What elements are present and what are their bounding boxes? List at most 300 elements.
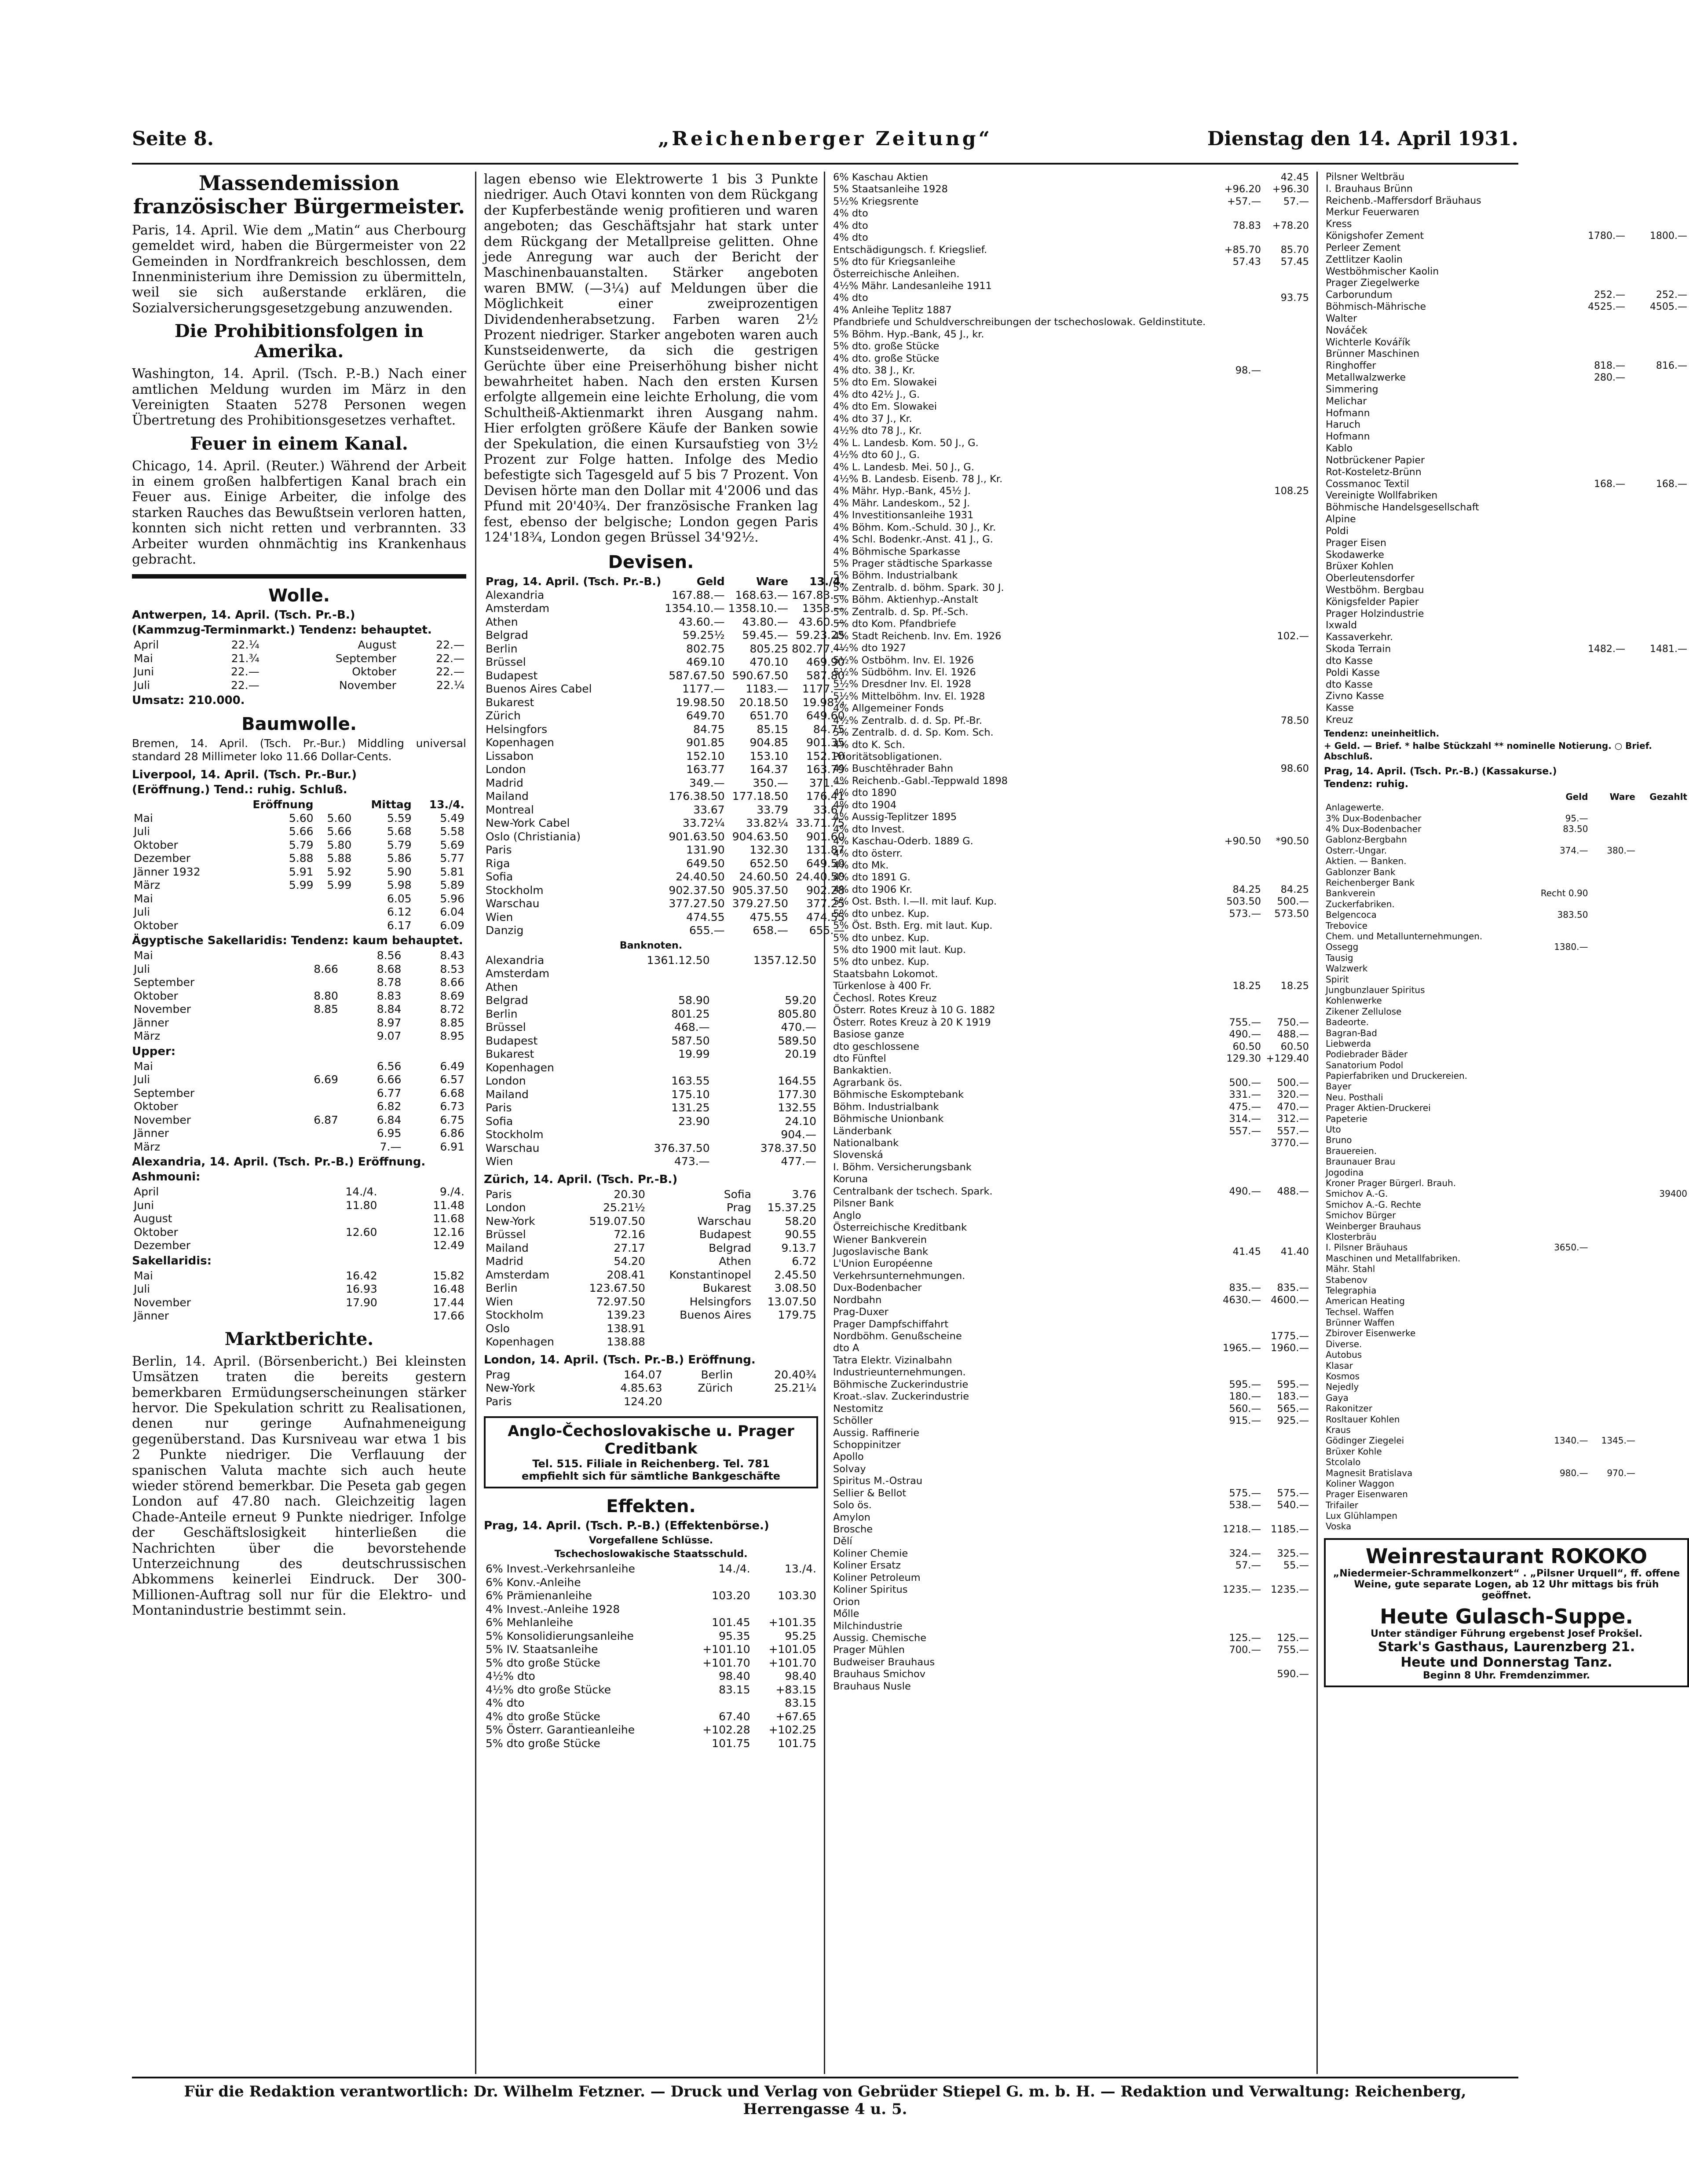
table-cell <box>681 1630 686 1643</box>
table-cell <box>1220 1681 1263 1693</box>
table-cell: 6% Konv.-Anleihe <box>486 1576 581 1589</box>
table-cell: 4% dto <box>833 292 868 304</box>
table-cell <box>681 1562 686 1576</box>
table-cell <box>1220 848 1263 860</box>
table-cell <box>1263 1572 1311 1584</box>
table-cell: 6.05 <box>387 892 412 905</box>
table-cell: 6.72 <box>792 1255 816 1268</box>
prague-cash-tendency: Tendenz: ruhig. <box>1324 778 1409 790</box>
table-cell <box>1220 1198 1263 1209</box>
table-cell <box>1637 1264 1689 1274</box>
table-row <box>484 682 846 696</box>
table-cell <box>291 1212 379 1226</box>
table-row <box>831 896 1311 908</box>
header-cell: Geld <box>696 575 725 588</box>
table-cell <box>1526 920 1590 931</box>
table-cell: 8.85 <box>314 1003 338 1016</box>
table-cell: 98.— <box>1235 365 1261 376</box>
table-row <box>484 1395 818 1409</box>
table-row <box>132 1127 466 1140</box>
table-cell: 164.37 <box>749 763 788 776</box>
table-row <box>1324 1317 1689 1328</box>
table-cell <box>600 1048 605 1061</box>
table-cell: 802.77.— <box>791 642 845 655</box>
table-cell: +102.25 <box>768 1723 816 1737</box>
table-cell: 98.40 <box>785 1670 816 1683</box>
table-cell <box>1220 172 1263 183</box>
table-cell: 475.55 <box>749 910 788 923</box>
table-cell: 84.25 <box>1280 883 1309 895</box>
table-row <box>831 678 1311 690</box>
table-cell <box>1565 278 1627 289</box>
table-row <box>484 1630 818 1643</box>
table-cell: 587.80 <box>806 669 845 682</box>
table-cell: 6.17 <box>387 919 412 932</box>
table-cell: 6.68 <box>440 1086 464 1099</box>
table-cell <box>1637 1038 1689 1049</box>
table-cell <box>1637 1392 1689 1403</box>
table-cell: Jungbunzlauer Spiritus <box>1326 984 1425 995</box>
table-cell: 83.50 <box>1563 824 1588 835</box>
table-cell: 5.69 <box>440 838 464 851</box>
table-row <box>132 949 466 963</box>
table-cell: Diverse. <box>1326 1338 1362 1349</box>
table-cell: 16.93 <box>346 1283 377 1296</box>
table-cell <box>1526 1081 1590 1092</box>
table-cell: 1183.— <box>746 682 788 696</box>
table-cell: Pilsner Bank <box>833 1198 894 1209</box>
table-cell: Rosltauer Kohlen <box>1326 1414 1400 1425</box>
table-cell: 376.37.50 <box>654 1141 710 1154</box>
table-cell: 131.87 <box>806 843 845 857</box>
table-cell <box>1263 667 1311 678</box>
table-row <box>1324 1446 1689 1457</box>
table-cell: 6.04 <box>440 905 464 919</box>
table-row <box>484 994 818 1008</box>
table-cell: 5% Prager städtische Sparkasse <box>833 558 992 569</box>
table-cell: 488.— <box>1277 1029 1309 1041</box>
headline-mayors: Massendemission französischer Bürgermeister. <box>133 171 465 218</box>
table-cell: Bankaktien. <box>833 1065 892 1077</box>
table-row <box>132 1087 466 1100</box>
table-cell: Oktober <box>134 919 178 932</box>
table-cell <box>1263 1065 1311 1077</box>
table-cell: August <box>358 638 397 652</box>
table-cell: 6.84 <box>377 1113 402 1126</box>
table-cell <box>1220 208 1263 220</box>
table-cell: Nordböhm. Genußscheine <box>833 1330 962 1342</box>
table-cell <box>1526 1253 1590 1264</box>
table-cell <box>712 967 818 981</box>
table-row <box>831 1029 1311 1041</box>
table-row <box>1324 1178 1689 1188</box>
table-row <box>831 1053 1311 1065</box>
table-cell: Bankverein <box>1326 888 1375 899</box>
table-row <box>831 1620 1311 1632</box>
section-wool: Wolle. <box>268 586 330 606</box>
upper-table <box>132 1060 466 1154</box>
inn-name: Stark's Gasthaus, Laurenzberg 21. <box>1378 1639 1635 1655</box>
table-row <box>831 1330 1311 1342</box>
table-cell <box>1526 1156 1590 1167</box>
table-cell <box>1590 1242 1637 1253</box>
table-cell: 176.41 <box>806 790 845 803</box>
table-cell: Buenos Aires Cabel <box>486 682 592 696</box>
table-cell <box>1590 1092 1637 1103</box>
table-cell: Bayer <box>1326 1081 1352 1092</box>
table-cell: 565.— <box>1277 1403 1309 1414</box>
table-cell: 5.66 <box>289 825 314 838</box>
table-cell <box>1526 1521 1590 1532</box>
table-row <box>831 1125 1311 1137</box>
table-row <box>1324 1221 1689 1231</box>
table-row <box>831 353 1311 365</box>
table-row <box>831 1282 1311 1294</box>
ad-footer: Beginn 8 Uhr. Fremdenzimmer. <box>1422 1670 1590 1681</box>
table-cell: Helsingfors <box>486 722 548 736</box>
table-row <box>1324 431 1689 443</box>
table-cell <box>315 905 354 919</box>
table-cell: Papeterie <box>1326 1113 1367 1124</box>
table-cell: Mai <box>134 949 153 962</box>
table-cell: 816.— <box>1656 360 1687 372</box>
table-cell <box>1526 1199 1590 1210</box>
table-row <box>132 919 466 933</box>
table-cell: 17.66 <box>433 1309 464 1323</box>
table-cell: Aktien. — Banken. <box>1326 856 1407 867</box>
table-cell: Entschädigungsch. f. Kriegslief. <box>833 244 987 256</box>
table-row <box>1324 1425 1689 1435</box>
table-cell: 5.96 <box>440 892 464 905</box>
table-row <box>484 1616 818 1630</box>
table-cell <box>1627 396 1689 408</box>
table-row <box>831 715 1311 727</box>
table-cell <box>1627 667 1689 679</box>
table-cell: Prag <box>486 1368 511 1381</box>
table-cell: Koruna <box>833 1173 868 1185</box>
table-cell <box>1590 802 1637 813</box>
table-row <box>831 509 1311 521</box>
table-row <box>484 1643 818 1656</box>
table-cell <box>1220 570 1263 582</box>
table-cell: 138.91 <box>607 1322 645 1335</box>
table-cell <box>600 1074 605 1088</box>
table-cell: Hofmann <box>1326 407 1370 419</box>
table-cell: Konstantinopel <box>669 1268 751 1281</box>
table-cell <box>1627 490 1689 502</box>
table-cell <box>1627 219 1689 231</box>
table-row <box>1324 1500 1689 1510</box>
table-cell <box>600 954 605 967</box>
table-cell: 4½% Mähr. Landesanleihe 1911 <box>833 280 992 292</box>
table-cell <box>1263 1162 1311 1173</box>
table-cell <box>1526 834 1590 845</box>
table-cell: 980.— <box>1559 1467 1588 1478</box>
table-cell <box>1526 1285 1590 1296</box>
table-row <box>831 691 1311 703</box>
table-row <box>1324 479 1689 491</box>
table-cell <box>1565 502 1627 514</box>
table-cell: 6.95 <box>377 1127 402 1140</box>
table-row <box>1324 348 1689 360</box>
table-cell: Oktober <box>134 838 178 851</box>
table-row <box>132 825 466 839</box>
article-mayors: Paris, 14. April. Wie dem „Matin“ aus Cherbourg gemeldet wird, haben die Bürgermeister von 22 Gemeinden in Nordfrankreich beschlossen, dem Innenministerium ihre Demission zu übermitteln, weil sie sich außerstande erklären, die Sozialversicherungsgesetzgebung anzuwenden. <box>132 222 466 316</box>
table-cell <box>1565 691 1627 703</box>
table-cell: L'Union Européenne <box>833 1258 933 1270</box>
wool-dateline: Antwerpen, 14. April. (Tsch. Pr.-B.) <box>132 608 355 622</box>
table-row <box>484 602 846 616</box>
table-cell <box>1637 1339 1689 1349</box>
table-row <box>484 897 846 911</box>
table-cell: 380.— <box>1607 845 1635 856</box>
article-prohibition: Washington, 14. April. (Tsch. P.-B.) Nach einer amtlichen Meldung wurden im März in den Vereinigten Staaten 5278 Personen wegen Übertretung des Prohibitionsgesetzes verhaftet. <box>132 366 466 429</box>
table-cell <box>1565 337 1627 349</box>
table-row <box>1324 888 1689 898</box>
table-cell: Zürich <box>698 1381 733 1395</box>
table-row <box>484 1562 818 1576</box>
table-row <box>1324 242 1689 254</box>
table-cell <box>1263 1319 1311 1330</box>
table-row <box>831 425 1311 437</box>
table-cell <box>1263 678 1311 690</box>
table-cell <box>1590 1178 1637 1188</box>
table-cell: 595.— <box>1229 1378 1261 1390</box>
table-cell: 8.97 <box>377 1016 402 1029</box>
table-cell: Mailand <box>486 1088 529 1101</box>
table-cell: 4% Dux-Bodenbacher <box>1326 824 1422 835</box>
table-cell: 475.— <box>1229 1101 1261 1113</box>
table-cell <box>1627 514 1689 526</box>
table-cell: Oktober <box>134 1100 178 1113</box>
table-cell: 649.50 <box>806 857 845 870</box>
table-cell: Montreal <box>486 803 534 816</box>
table-cell <box>1263 304 1311 316</box>
table-cell <box>1263 594 1311 606</box>
table-cell <box>1627 372 1689 384</box>
table-cell <box>282 1185 291 1199</box>
table-cell: 4% dto 42½ J., G. <box>833 388 920 400</box>
table-cell <box>1263 824 1311 835</box>
table-cell: 3650.— <box>1554 1242 1588 1253</box>
table-cell <box>1627 597 1689 608</box>
wool-turnover: Umsatz: 210.000. <box>132 694 245 707</box>
table-cell <box>1590 1135 1637 1145</box>
table-cell: 84.75 <box>813 722 845 736</box>
table-cell <box>600 1088 605 1102</box>
table-cell: Kreuz <box>1326 715 1353 726</box>
table-cell: Oktober <box>134 1225 178 1239</box>
table-cell <box>1263 316 1311 328</box>
table-cell: 78.50 <box>1280 715 1309 726</box>
table-cell: 125.— <box>1229 1632 1261 1644</box>
table-cell <box>1565 172 1627 183</box>
table-row <box>831 1258 1311 1270</box>
table-header <box>484 575 846 589</box>
table-cell <box>1637 1049 1689 1059</box>
table-cell <box>1627 561 1689 573</box>
table-cell: 4% Buschtěhrader Bahn <box>833 763 954 775</box>
table-cell: Zivno Kasse <box>1326 691 1384 702</box>
table-cell: Berlin <box>486 642 518 655</box>
table-cell: Kassaverkehr. <box>1326 632 1393 643</box>
table-cell <box>1220 678 1263 690</box>
table-cell <box>1565 538 1627 550</box>
table-cell: 3% Dux-Bodenbacher <box>1326 813 1422 824</box>
table-cell: 755.— <box>1229 1016 1261 1028</box>
table-cell: *90.50 <box>1276 835 1309 847</box>
table-row <box>831 703 1311 715</box>
table-row <box>1324 1188 1689 1199</box>
table-cell: 5% Böhm. Industrialbank <box>833 570 958 582</box>
table-row <box>831 1113 1311 1125</box>
table-row <box>831 1162 1311 1173</box>
restaurant-name: Weinrestaurant ROKOKO <box>1365 1544 1648 1568</box>
table-cell: 575.— <box>1277 1487 1309 1499</box>
table-cell: Skoda Terrain <box>1326 644 1391 655</box>
table-cell: Koliner Waggon <box>1326 1478 1395 1489</box>
table-cell <box>1590 888 1637 898</box>
table-cell: 4½% dto 60 J., G. <box>833 449 920 461</box>
table-cell: Centralbank der tschech. Spark. <box>833 1185 993 1197</box>
table-cell <box>1590 1199 1637 1210</box>
table-cell <box>1565 715 1627 726</box>
table-cell: 98.40 <box>719 1670 750 1683</box>
table-cell <box>1565 183 1627 195</box>
table-cell: 55.— <box>1283 1560 1309 1572</box>
table-cell: 67.40 <box>719 1710 750 1723</box>
table-cell: Poldi <box>1326 525 1349 537</box>
table-row <box>1324 408 1689 420</box>
table-row <box>831 1077 1311 1089</box>
table-cell: 8.80 <box>314 989 338 1002</box>
table-cell <box>1565 597 1627 608</box>
table-row <box>132 1296 466 1310</box>
table-cell: 33.71.75 <box>796 817 845 830</box>
table-row <box>831 884 1311 896</box>
table-cell <box>1590 1381 1637 1392</box>
table-cell <box>1526 1478 1590 1489</box>
table-cell: Belgrad <box>486 994 528 1007</box>
table-cell: Spiritus M.-Ostrau <box>833 1475 923 1487</box>
table-cell: 595.— <box>1277 1378 1309 1390</box>
table-row <box>831 908 1311 920</box>
table-cell <box>1220 1668 1263 1680</box>
table-cell <box>1220 1162 1263 1173</box>
table-cell: 41.45 <box>1232 1246 1261 1257</box>
table-cell: 4% Allgemeiner Fonds <box>833 703 944 715</box>
table-cell: 5% dto. große Stücke <box>833 341 940 352</box>
table-cell <box>1590 1275 1637 1285</box>
table-cell <box>1220 811 1263 823</box>
table-cell: 72.97.50 <box>596 1295 645 1308</box>
table-cell <box>1590 953 1637 963</box>
restaurant-advertisement <box>1324 1538 1689 1687</box>
table-row <box>484 616 846 629</box>
table-cell <box>1590 1403 1637 1414</box>
table-cell <box>1526 1028 1590 1038</box>
table-cell <box>605 1061 711 1075</box>
table-cell <box>1637 1285 1689 1296</box>
table-cell <box>1627 679 1689 691</box>
table-cell: 90.55 <box>785 1228 816 1241</box>
table-cell: 1354.10.— <box>665 602 725 615</box>
table-row <box>1324 172 1689 183</box>
header-cell: 13./4. <box>429 798 464 811</box>
table-row <box>1324 313 1689 325</box>
table-row <box>831 1004 1311 1016</box>
table-row <box>484 884 846 898</box>
table-cell: 5.91 <box>289 865 314 878</box>
table-cell <box>1627 325 1689 337</box>
ashmouni-table <box>132 1185 466 1253</box>
table-row <box>132 1100 466 1114</box>
table-cell: 4½% B. Landesb. Eisenb. 78 J., Kr. <box>833 473 1003 485</box>
table-cell <box>1590 1253 1637 1264</box>
column-rule <box>1316 172 1318 2074</box>
section-devisen: Devisen. <box>608 552 694 573</box>
table-row <box>1324 1435 1689 1446</box>
table-row <box>831 1222 1311 1234</box>
table-cell: Bukarest <box>486 696 534 709</box>
table-cell <box>1627 691 1689 703</box>
table-cell: Mai <box>134 1269 153 1282</box>
table-cell: Sofia <box>486 1114 513 1128</box>
table-cell <box>1220 956 1263 968</box>
header-cell <box>1324 792 1526 802</box>
table-row <box>1324 656 1689 667</box>
table-cell: 5.66 <box>327 825 352 838</box>
table-cell: 163.55 <box>671 1074 710 1088</box>
table-cell <box>753 1335 818 1349</box>
table-cell: Staatsbahn Lokomot. <box>833 968 938 980</box>
table-cell: 1185.— <box>1271 1524 1309 1535</box>
table-cell <box>1220 389 1263 401</box>
table-cell <box>1220 655 1263 667</box>
table-cell <box>1590 1371 1637 1381</box>
table-cell <box>1590 1264 1637 1274</box>
table-row <box>1324 1049 1689 1059</box>
table-cell: Brauhaus Nusle <box>833 1680 911 1692</box>
table-cell <box>1220 715 1263 727</box>
table-row <box>831 1186 1311 1198</box>
table-cell <box>1220 304 1263 316</box>
table-cell <box>1220 341 1263 352</box>
table-cell: 131.90 <box>686 843 725 857</box>
table-cell: Ossegg <box>1326 942 1359 953</box>
table-cell <box>1637 802 1689 813</box>
table-cell: 4% dto Mk. <box>833 859 889 871</box>
table-cell <box>600 1008 605 1021</box>
table-cell: Mähr. Stahl <box>1326 1264 1375 1275</box>
table-cell <box>1590 1317 1637 1328</box>
table-cell: 252.— <box>1656 289 1687 301</box>
table-cell <box>1526 1360 1590 1371</box>
table-cell <box>1263 1270 1311 1282</box>
table-cell <box>1263 956 1311 968</box>
table-row <box>831 787 1311 799</box>
table-row <box>1324 1275 1689 1285</box>
table-cell <box>1590 1285 1637 1296</box>
table-cell: Basiose ganze <box>833 1029 904 1041</box>
table-cell: 164.55 <box>778 1074 816 1088</box>
section-cotton: Baumwolle. <box>241 714 357 735</box>
table-cell: Österreichische Anleihen. <box>833 268 960 280</box>
header-cell <box>315 798 354 812</box>
table-cell: 750.— <box>1277 1016 1309 1028</box>
london-table <box>484 1368 818 1409</box>
table-cell <box>1526 1414 1590 1425</box>
